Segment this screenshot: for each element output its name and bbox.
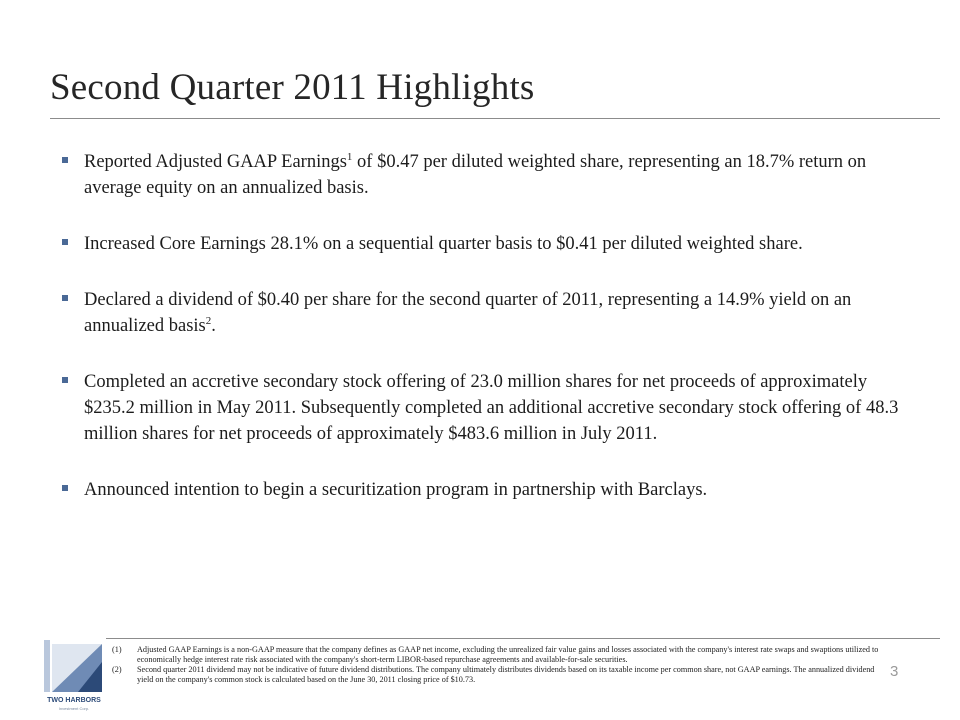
square-bullet-icon: [62, 239, 68, 245]
square-bullet-icon: [62, 377, 68, 383]
slide-title: Second Quarter 2011 Highlights: [50, 67, 535, 108]
highlight-item-3: [62, 287, 902, 339]
highlight-text: Completed an accretive secondary stock offering of 23.0 million shares for net proceeds of approximately $235.2 million in May 2011. Subsequently completed an additional accretive secondary stock offering of 48.3 million shares for net proceeds of approximately $483.6 million in July 2011.: [84, 372, 899, 444]
highlight-text: Reported Adjusted GAAP Earnings$^1$ of $0.47 per diluted weighted share, representing an 18.7% return on average equity on an annualized basis.: [84, 151, 867, 198]
footnote-text: Second quarter 2011 dividend may not be indicative of future dividend distributions. The company ultimately distributes dividends based on its taxable income per common share, not GAAP earnings. The annualized dividend yield on the company's common stock is calculated based on the June 30, 2011 closing price of $10.73.: [137, 665, 875, 684]
footnotes: [112, 645, 892, 685]
highlights-list: [62, 149, 902, 503]
logo-subtitle: Investment Corp.: [58, 706, 90, 711]
highlight-item-1: [62, 149, 902, 201]
page-number: 3: [890, 663, 899, 680]
footnote-text: Adjusted GAAP Earnings is a non-GAAP measure that the company defines as GAAP net income, excluding the unrealized fair value gains and losses associated with the company's interest rate swaps and swaptions utilized to economically hedge interest rate risk associated with the company's short-term LIBOR-based repurchase agreements and available-for-sale securities.: [137, 645, 879, 664]
highlight-item-2: [62, 231, 902, 257]
footnote-1: [112, 645, 892, 665]
highlight-item-4: [62, 369, 902, 447]
footnote-ref-1: 1: [346, 151, 353, 163]
footnote-2: [112, 665, 892, 685]
footer-divider: [106, 638, 940, 639]
highlight-item-5: [62, 477, 902, 503]
footnote-number: (2): [112, 665, 122, 674]
square-bullet-icon: [62, 295, 68, 301]
highlight-text: Declared a dividend of $0.40 per share for the second quarter of 2011, representing a 14.9% yield on an annualized basis$^2$.: [84, 290, 852, 336]
title-divider: [50, 118, 940, 119]
square-bullet-icon: [62, 485, 68, 491]
highlight-text: Announced intention to begin a securitization program in partnership with Barclays.: [84, 480, 708, 500]
square-bullet-icon: [62, 157, 68, 163]
footnote-number: (1): [112, 645, 122, 654]
footnote-ref-2: 2: [205, 315, 212, 327]
highlight-text: Increased Core Earnings 28.1% on a sequential quarter basis to $0.41 per diluted weighted share.: [84, 234, 803, 254]
logo-wordmark: TWO HARBORS: [47, 697, 101, 704]
